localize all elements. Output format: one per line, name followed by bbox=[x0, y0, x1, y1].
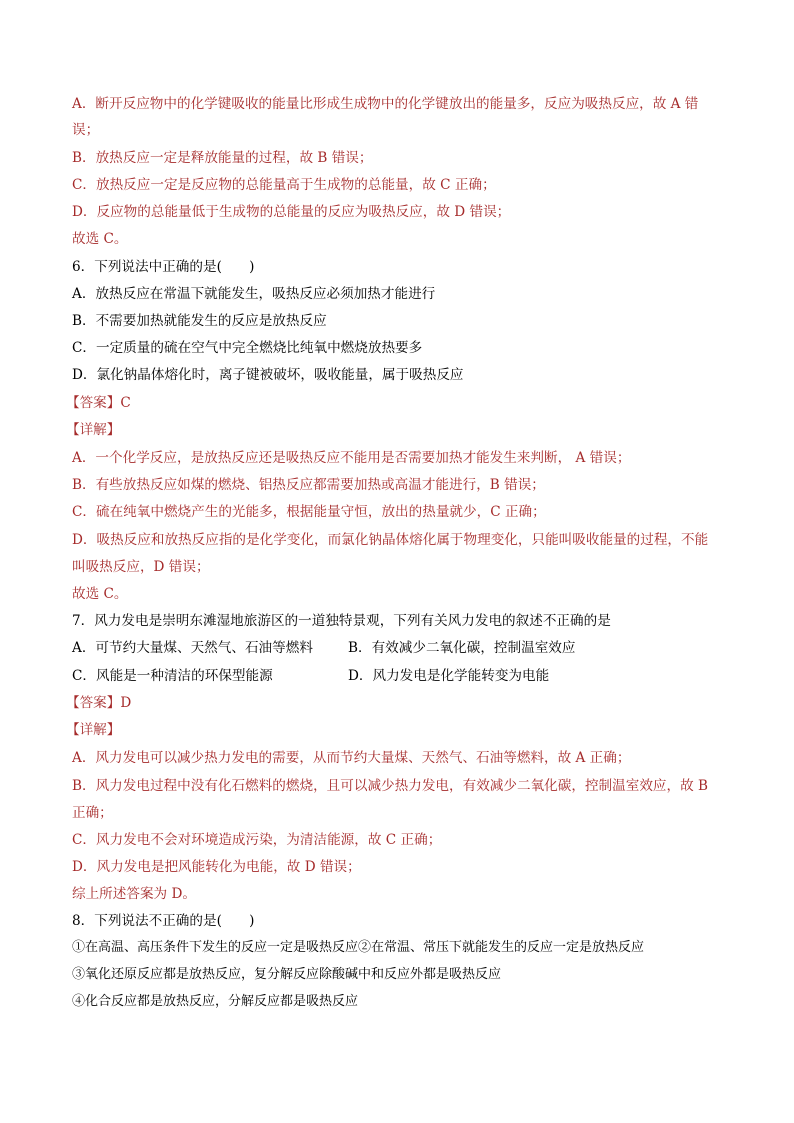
question-7-stem: 7．风力发电是崇明东滩湿地旅游区的一道独特景观，下列有关风力发电的叙述不正确的是 bbox=[72, 613, 611, 629]
question-7-option-c: C．风能是一种清洁的环保型能源 bbox=[72, 668, 273, 684]
question-8-statement: ④化合反应都是放热反应，分解反应都是吸热反应 bbox=[72, 994, 359, 1009]
question-7-option-b: B．有效减少二氧化碳，控制温室效应 bbox=[348, 640, 576, 656]
explanation-line: C．风力发电不会对环境造成污染，为清洁能源，故 C 正确； bbox=[72, 832, 442, 848]
explanation-line: D．风力发电是把风能转化为电能，故 D 错误； bbox=[72, 859, 361, 875]
question-7-detail-label: 【详解】 bbox=[66, 722, 121, 738]
explanation-line: A．断开反应物中的化学键吸收的能量比形成生成物中的化学键放出的能量多，反应为吸热反应，故 A 错 bbox=[72, 96, 699, 112]
question-7-options-row-2 bbox=[72, 666, 722, 686]
explanation-line: B．风力发电过程中没有化石燃料的燃烧，且可以减少热力发电，有效减少二氧化碳，控制温室效应，故 B bbox=[72, 778, 709, 794]
explanation-conclusion: 故选 C。 bbox=[72, 231, 128, 247]
explanation-conclusion: 故选 C。 bbox=[72, 586, 128, 602]
question-7-answer: 【答案】D bbox=[66, 695, 132, 711]
explanation-line: 误； bbox=[72, 122, 100, 138]
explanation-line: A．风力发电可以减少热力发电的需要，从而节约大量煤、天然气、石油等燃料，故 A 正确； bbox=[72, 750, 631, 766]
explanation-line: 正确； bbox=[72, 805, 113, 821]
explanation-conclusion: 综上所述答案为 D。 bbox=[72, 886, 196, 902]
question-6-answer: 【答案】C bbox=[66, 395, 131, 411]
explanation-line: B．放热反应一定是释放能量的过程，故 B 错误； bbox=[72, 150, 373, 166]
question-8-statement: ①在高温、高压条件下发生的反应一定是吸热反应②在常温、常压下就能发生的反应一定是放热反应 bbox=[72, 940, 645, 955]
question-6-option-b: B．不需要加热就能发生的反应是放热反应 bbox=[72, 313, 327, 329]
explanation-line: C．硫在纯氧中燃烧产生的光能多，根据能量守恒，放出的热量就少，C 正确； bbox=[72, 504, 546, 520]
question-6-option-a: A．放热反应在常温下就能发生，吸热反应必须加热才能进行 bbox=[72, 286, 436, 302]
question-7-option-d: D．风力发电是化学能转变为电能 bbox=[348, 668, 550, 684]
question-8-stem: 8．下列说法不正确的是( ) bbox=[72, 913, 255, 929]
question-8-statement: ③氧化还原反应都是放热反应，复分解反应除酸碱中和反应外都是吸热反应 bbox=[72, 967, 502, 982]
explanation-line: C．放热反应一定是反应物的总能量高于生成物的总能量，故 C 正确； bbox=[72, 177, 496, 193]
explanation-line: B．有些放热反应如煤的燃烧、铝热反应都需要加热或高温才能进行，B 错误； bbox=[72, 477, 545, 493]
explanation-line: A．一个化学反应，是放热反应还是吸热反应不能用是否需要加热才能发生来判断， A 错误； bbox=[72, 450, 631, 466]
question-6-detail-label: 【详解】 bbox=[66, 422, 121, 438]
explanation-line: D．吸热反应和放热反应指的是化学变化，而氯化钠晶体熔化属于物理变化，只能叫吸收能量的过程，不能 bbox=[72, 532, 709, 548]
question-7-options-row-1 bbox=[72, 638, 722, 658]
question-7-option-a: A．可节约大量煤、天然气、石油等燃料 bbox=[72, 640, 313, 656]
question-6-option-c: C．一定质量的硫在空气中完全燃烧比纯氧中燃烧放热要多 bbox=[72, 340, 423, 356]
explanation-line: 叫吸热反应，D 错误； bbox=[72, 559, 210, 575]
question-6-option-d: D．氯化钠晶体熔化时，离子键被破坏，吸收能量，属于吸热反应 bbox=[72, 367, 464, 383]
explanation-line: D．反应物的总能量低于生成物的总能量的反应为吸热反应，故 D 错误； bbox=[72, 204, 511, 220]
question-6-stem: 6．下列说法中正确的是( ) bbox=[72, 259, 255, 275]
